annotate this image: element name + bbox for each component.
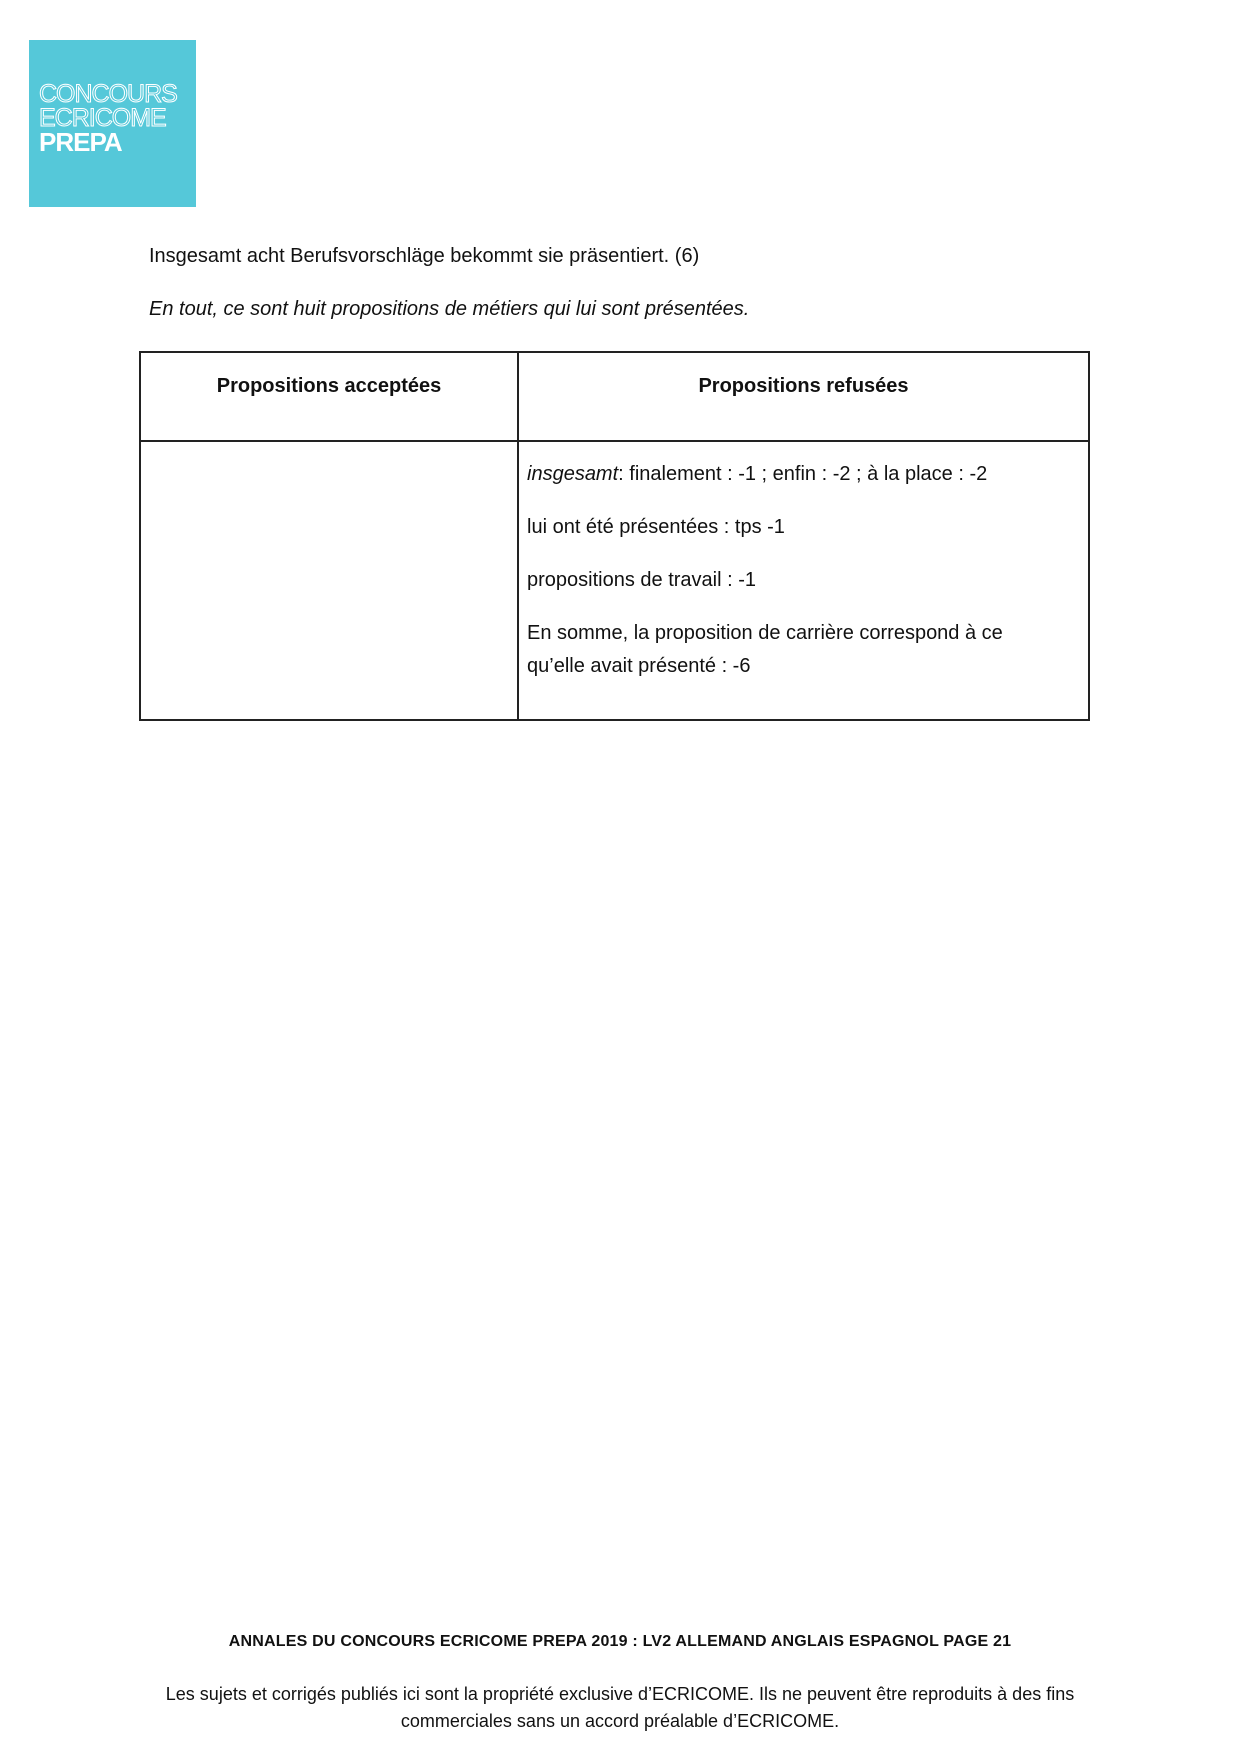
translation-sentence: En tout, ce sont huit propositions de métiers qui lui sont présentées. [149, 298, 750, 320]
refused-cell [518, 441, 1089, 720]
ecricome-logo [29, 40, 196, 207]
refused-item-text: lui ont été présentées : tps -1 [527, 516, 785, 538]
grading-table [139, 351, 1090, 721]
refused-item-text: En somme, la proposition de carrière correspond à ce qu’elle avait présenté : -6 [527, 622, 1003, 677]
refused-item-term: insgesamt [527, 463, 619, 485]
source-sentence: Insgesamt acht Berufsvorschläge bekommt sie präsentiert. (6) [149, 245, 700, 267]
refused-item-text: propositions de travail : -1 [527, 569, 757, 591]
logo-text-prepa: PREPA [39, 127, 122, 157]
refused-item [527, 564, 1048, 597]
accepted-cell [140, 441, 518, 720]
grading-table-header-row [140, 352, 1089, 441]
logo-text-ecricome: ECRICOME [39, 104, 166, 132]
refused-item [527, 617, 1048, 683]
refused-item-text: : finalement : -1 ; enfin : -2 ; à la place : -2 [618, 463, 988, 485]
header-refused: Propositions refusées [518, 352, 1089, 441]
header-accepted: Propositions acceptées [140, 352, 518, 441]
refused-item [527, 511, 1048, 544]
footer-notice: Les sujets et corrigés publiés ici sont la propriété exclusive d’ECRICOME. Ils ne peuvent être reproduits à des fins commerciales sans un accord préalable d’ECRICOME. [165, 1684, 1075, 1731]
logo-text-concours: CONCOURS [39, 80, 177, 108]
grading-table-body-row [140, 441, 1089, 720]
refused-item [527, 458, 1048, 491]
footer-title: ANNALES DU CONCOURS ECRICOME PREPA 2019 : LV2 ALLEMAND ANGLAIS ESPAGNOL PAGE 21 [228, 1633, 1012, 1650]
